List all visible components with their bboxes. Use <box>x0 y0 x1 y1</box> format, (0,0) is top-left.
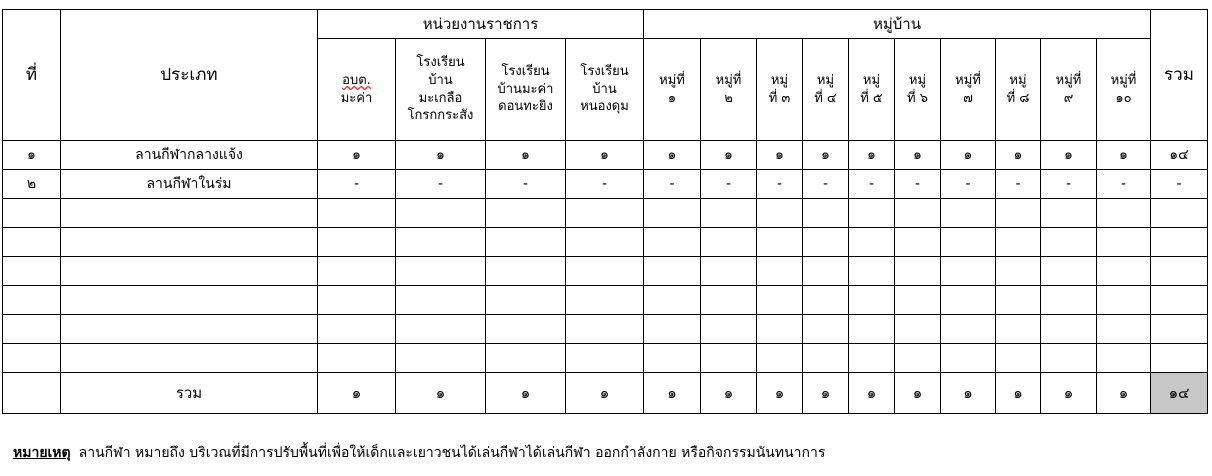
header-line: หมู่ <box>908 72 927 88</box>
empty-cell <box>3 257 61 286</box>
row-type: ลานกีฬากลางแจ้ง <box>61 141 318 170</box>
header-line: บ้านมะค่า <box>497 81 554 97</box>
empty-cell <box>486 344 566 373</box>
empty-cell <box>996 315 1041 344</box>
header-line: หมู่ <box>862 72 881 88</box>
empty-cell <box>486 228 566 257</box>
header-line: โรงเรียน <box>580 64 629 80</box>
row-cell: - <box>757 170 803 199</box>
header-village <box>849 39 895 141</box>
empty-cell <box>895 199 941 228</box>
empty-cell <box>3 344 61 373</box>
row-cell: - <box>1097 170 1151 199</box>
header-line: หนองดุม <box>580 99 629 115</box>
empty-cell <box>757 315 803 344</box>
total-cell: ๑ <box>1097 373 1151 414</box>
empty-cell <box>849 199 895 228</box>
empty-cell <box>566 344 644 373</box>
row-cell: - <box>396 170 486 199</box>
header-line: โรงเรียน <box>416 55 465 71</box>
empty-cell <box>396 344 486 373</box>
header-gov-unit <box>318 39 396 141</box>
header-line: หมู่ <box>770 72 789 88</box>
total-cell: ๑ <box>803 373 849 414</box>
empty-cell <box>3 199 61 228</box>
row-cell: ๑ <box>849 141 895 170</box>
header-gov-units: หน่วยงานราชการ <box>318 10 644 39</box>
empty-cell <box>486 257 566 286</box>
empty-cell <box>996 257 1041 286</box>
empty-cell <box>486 199 566 228</box>
header-village <box>757 39 803 141</box>
empty-cell <box>61 199 318 228</box>
header-line: หมู่ที่ <box>1110 72 1137 88</box>
header-village <box>1097 39 1151 141</box>
header-gov-unit <box>396 39 486 141</box>
header-total: รวม <box>1151 10 1208 141</box>
empty-cell <box>61 257 318 286</box>
empty-cell <box>996 344 1041 373</box>
row-cell: - <box>701 170 757 199</box>
header-village <box>1041 39 1097 141</box>
empty-cell <box>757 199 803 228</box>
total-cell: ๑ <box>1041 373 1097 414</box>
row-cell: - <box>849 170 895 199</box>
footnote-label: หมายเหตุ <box>13 445 71 461</box>
empty-cell <box>1041 286 1097 315</box>
empty-cell <box>566 257 644 286</box>
header-village <box>996 39 1041 141</box>
row-cell: - <box>318 170 396 199</box>
empty-cell <box>61 228 318 257</box>
empty-cell <box>757 286 803 315</box>
empty-cell <box>757 257 803 286</box>
header-line: ที่ ๓ <box>768 90 791 106</box>
row-cell: ๑ <box>486 141 566 170</box>
empty-cell <box>895 315 941 344</box>
row-number: ๒ <box>3 170 61 199</box>
empty-cell <box>1097 228 1151 257</box>
row-cell: ๑ <box>701 141 757 170</box>
header-line: หมู่ <box>1009 72 1027 88</box>
empty-cell <box>803 257 849 286</box>
empty-cell <box>644 228 701 257</box>
grand-total-cell: ๑๔ <box>1151 373 1208 414</box>
empty-cell <box>644 286 701 315</box>
row-cell: ๑ <box>644 141 701 170</box>
header-line: มะเกลือ <box>418 90 463 106</box>
total-cell: ๑ <box>895 373 941 414</box>
empty-cell <box>566 315 644 344</box>
total-row <box>3 373 1208 414</box>
empty-cell <box>1041 315 1097 344</box>
empty-cell <box>701 199 757 228</box>
empty-cell <box>996 286 1041 315</box>
header-line: ๒ <box>724 90 733 106</box>
empty-cell <box>941 228 996 257</box>
empty-cell <box>1097 344 1151 373</box>
empty-cell <box>996 228 1041 257</box>
empty-cell <box>849 257 895 286</box>
row-cell: - <box>644 170 701 199</box>
header-line: ที่ ๘ <box>1006 90 1030 106</box>
empty-cell <box>1041 257 1097 286</box>
empty-cell <box>61 344 318 373</box>
empty-row <box>3 199 1208 228</box>
header-line: ที่ ๔ <box>814 90 837 106</box>
empty-cell <box>566 228 644 257</box>
header-line: ดอนทะยิง <box>498 99 553 115</box>
header-no: ที่ <box>3 10 61 141</box>
row-cell: - <box>941 170 996 199</box>
empty-cell <box>1041 344 1097 373</box>
header-line: ๑ <box>667 90 677 106</box>
header-village <box>803 39 849 141</box>
header-line: มะค่า <box>340 90 373 106</box>
empty-cell <box>566 286 644 315</box>
empty-cell <box>701 344 757 373</box>
empty-cell <box>1151 199 1208 228</box>
empty-cell <box>941 344 996 373</box>
header-villages: หมู่บ้าน <box>644 10 1151 39</box>
empty-cell <box>701 257 757 286</box>
empty-cell <box>803 286 849 315</box>
total-cell: ๑ <box>396 373 486 414</box>
empty-cell <box>318 199 396 228</box>
header-line: ๙ <box>1063 90 1074 106</box>
header-line: โกรกกระสัง <box>407 108 474 124</box>
empty-cell <box>644 199 701 228</box>
empty-cell <box>895 286 941 315</box>
empty-cell <box>996 199 1041 228</box>
empty-cell <box>1151 315 1208 344</box>
row-cell: ๑ <box>996 141 1041 170</box>
total-cell: ๑ <box>566 373 644 414</box>
empty-cell <box>318 257 396 286</box>
header-line: ๑๐ <box>1115 90 1132 106</box>
empty-cell <box>701 286 757 315</box>
header-type: ประเภท <box>61 10 318 141</box>
header-line: ๗ <box>963 90 973 106</box>
row-cell: ๑ <box>1041 141 1097 170</box>
row-cell: - <box>486 170 566 199</box>
empty-cell <box>895 344 941 373</box>
empty-cell <box>941 315 996 344</box>
row-cell: - <box>566 170 644 199</box>
row-cell: ๑ <box>895 141 941 170</box>
empty-cell <box>644 344 701 373</box>
empty-row <box>3 228 1208 257</box>
empty-cell <box>1097 315 1151 344</box>
empty-cell <box>1097 257 1151 286</box>
empty-cell <box>61 286 318 315</box>
empty-cell <box>396 228 486 257</box>
empty-cell <box>566 199 644 228</box>
header-line: โรงเรียน <box>501 64 550 80</box>
total-cell: ๑ <box>318 373 396 414</box>
row-cell: ๑ <box>1097 141 1151 170</box>
total-cell: ๑ <box>757 373 803 414</box>
header-village <box>941 39 996 141</box>
total-cell: ๑ <box>644 373 701 414</box>
total-cell: ๑ <box>996 373 1041 414</box>
empty-cell <box>941 286 996 315</box>
header-village <box>895 39 941 141</box>
empty-cell <box>1151 344 1208 373</box>
empty-cell <box>1151 257 1208 286</box>
empty-cell <box>61 315 318 344</box>
empty-cell <box>644 315 701 344</box>
total-cell: ๑ <box>701 373 757 414</box>
empty-cell <box>941 257 996 286</box>
empty-cell <box>1151 286 1208 315</box>
empty-cell <box>3 228 61 257</box>
row-cell: ๑ <box>566 141 644 170</box>
total-cell: ๑ <box>941 373 996 414</box>
footnote <box>13 442 825 464</box>
empty-cell <box>396 315 486 344</box>
empty-cell <box>486 315 566 344</box>
empty-cell <box>803 315 849 344</box>
table-row <box>3 141 1208 170</box>
empty-cell <box>895 228 941 257</box>
empty-cell <box>1097 286 1151 315</box>
empty-cell <box>1041 228 1097 257</box>
empty-cell <box>849 344 895 373</box>
empty-cell <box>849 228 895 257</box>
header-gov-unit <box>566 39 644 141</box>
total-cell: ๑ <box>486 373 566 414</box>
empty-cell <box>396 286 486 315</box>
row-number: ๑ <box>3 141 61 170</box>
empty-cell <box>757 344 803 373</box>
empty-cell <box>318 228 396 257</box>
empty-cell <box>318 315 396 344</box>
empty-cell <box>1041 199 1097 228</box>
empty-cell <box>1151 228 1208 257</box>
header-line: ที่ ๕ <box>860 90 883 106</box>
row-cell: ๑ <box>803 141 849 170</box>
empty-cell <box>486 286 566 315</box>
empty-cell <box>757 228 803 257</box>
empty-cell <box>3 286 61 315</box>
empty-cell <box>701 228 757 257</box>
header-line: ที่ ๖ <box>907 90 928 106</box>
empty-row <box>3 286 1208 315</box>
empty-cell <box>849 286 895 315</box>
empty-cell <box>941 199 996 228</box>
row-type: ลานกีฬาในร่ม <box>61 170 318 199</box>
header-village <box>701 39 757 141</box>
empty-cell <box>803 228 849 257</box>
header-gov-unit <box>486 39 566 141</box>
empty-cell <box>644 257 701 286</box>
total-label: รวม <box>61 373 318 414</box>
row-cell: ๑ <box>396 141 486 170</box>
facilities-table <box>2 9 1208 414</box>
header-line: อบต. <box>342 72 371 88</box>
empty-cell <box>895 257 941 286</box>
row-cell: ๑๔ <box>1151 141 1208 170</box>
row-cell: ๑ <box>757 141 803 170</box>
footnote-text: ลานกีฬา หมายถึง บริเวณที่มีการปรับพื้นที่เพื่อให้เด็กและเยาวชนได้เล่นกีฬาได้เล่นกีฬา ออกกำลังกาย หรือกิจกรรมนันทนาการ <box>78 445 826 461</box>
empty-cell <box>803 199 849 228</box>
empty-row <box>3 315 1208 344</box>
empty-row <box>3 257 1208 286</box>
empty-cell <box>396 199 486 228</box>
table-row <box>3 170 1208 199</box>
row-cell: ๑ <box>318 141 396 170</box>
empty-row <box>3 344 1208 373</box>
empty-cell <box>1097 199 1151 228</box>
empty-cell <box>318 344 396 373</box>
empty-cell <box>396 257 486 286</box>
empty-cell <box>701 315 757 344</box>
total-cell: ๑ <box>849 373 895 414</box>
total-no-cell <box>3 373 61 414</box>
row-cell: ๑ <box>941 141 996 170</box>
header-village <box>644 39 701 141</box>
empty-cell <box>849 315 895 344</box>
row-cell: - <box>895 170 941 199</box>
header-line: หมู่ที่ <box>659 72 685 88</box>
empty-cell <box>803 344 849 373</box>
empty-cell <box>3 315 61 344</box>
header-line: หมู่ที่ <box>715 72 742 88</box>
header-line: หมู่ที่ <box>1055 72 1082 88</box>
empty-cell <box>318 286 396 315</box>
header-line: หมู่ <box>816 72 835 88</box>
row-cell: - <box>996 170 1041 199</box>
header-line: หมู่ที่ <box>955 72 981 88</box>
row-cell: - <box>803 170 849 199</box>
row-cell: - <box>1151 170 1208 199</box>
header-line: บ้าน <box>428 72 453 88</box>
header-line: บ้าน <box>592 81 617 97</box>
row-cell: - <box>1041 170 1097 199</box>
